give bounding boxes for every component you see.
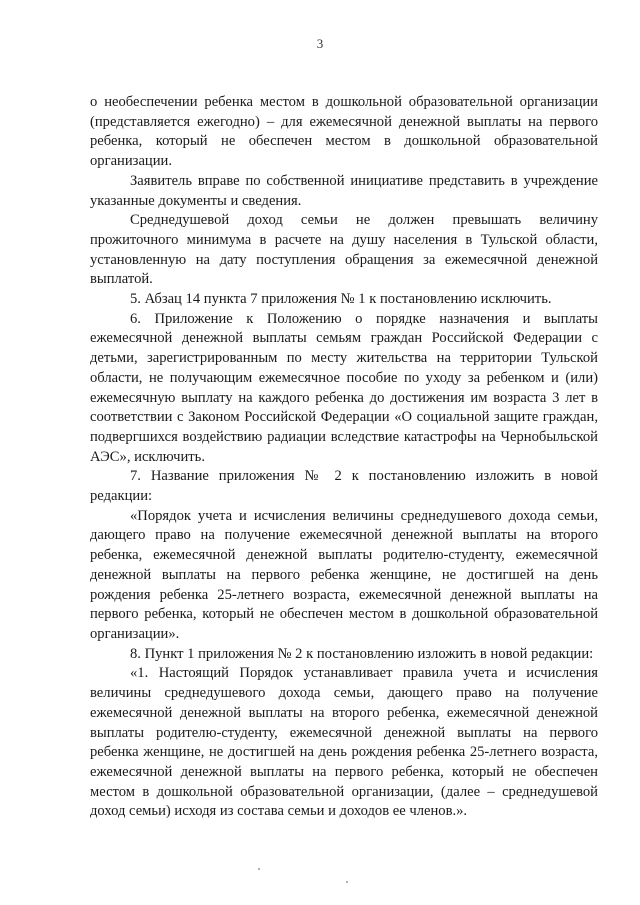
paragraph-income-limit: Среднедушевой доход семьи не должен превышать величину прожиточного минимума в расчете на душу населения в Тульской области, установленную на дату поступления обращения за ежемесячной денежной выплатой. (90, 212, 598, 288)
paragraph-item-7-quote: «Порядок учета и исчисления величины среднедушевого дохода семьи, дающего право на получение ежемесячной денежной выплаты на второго ребенка, ежемесячной денежной выплаты родителю-студенту, ежемесячной денежной выплаты на первого ребенка женщине, не достигшей на день рождения ребенка 25-летнего возраста, ежемесячной денежной выплаты на первого ребенка, который не обеспечен местом в дошкольной образовательной организации». (90, 507, 598, 642)
page-number: 3 (316, 36, 324, 51)
paragraph-applicant-right: Заявитель вправе по собственной инициативе представить в учреждение указанные документы и сведения. (90, 172, 598, 209)
paragraph-item-8-quote: «1. Настоящий Порядок устанавливает правила учета и исчисления величины среднедушевого дохода семьи, дающего право на получение ежемесячной денежной выплаты на второго ребенка, ежемесячной денежной выплаты родителю-студенту, ежемесячной денежной выплаты на первого ребенка женщине, не достигшей на день рождения ребенка 25-летнего возраста, ежемесячной денежной выплаты на первого ребенка, который не обеспечен местом в дошкольной образовательной организации, (далее – среднедушевой доход семьи) исходя из состава семьи и доходов ее членов.». (90, 665, 598, 820)
paragraph-item-5: 5. Абзац 14 пункта 7 приложения № 1 к постановлению исключить. (130, 291, 552, 308)
scan-speck (346, 881, 348, 883)
paragraph-continuation: о необеспечении ребенка местом в дошкольной образовательной организации (представляется ежегодно) – для ежемесячной денежной выплаты на первого ребенка, который не обеспечен местом в дошкольной образовательной организации. (90, 94, 598, 170)
paragraph-item-8: 8. Пункт 1 приложения № 2 к постановлению изложить в новой редакции: (130, 645, 594, 662)
scan-speck (258, 868, 260, 870)
paragraph-item-6: 6. Приложение к Положению о порядке назначения и выплаты ежемесячной денежной выплаты семьям граждан Российской Федерации с детьми, зарегистрированным по месту жительства на территории Тульской области, не получающим ежемесячное пособие по уходу за ребенком и (или) ежемесячную выплату на каждого ребенка до достижения им возраста 3 лет в соответствии с Законом Российской Федерации «О социальной защите граждан, подвергшихся воздействию радиации вследствие катастрофы на Чернобыльской АЭС», исключить. (90, 310, 598, 465)
paragraph-item-7: 7. Название приложения № 2 к постановлению изложить в новой редакции: (90, 468, 598, 505)
document-body (90, 93, 598, 822)
